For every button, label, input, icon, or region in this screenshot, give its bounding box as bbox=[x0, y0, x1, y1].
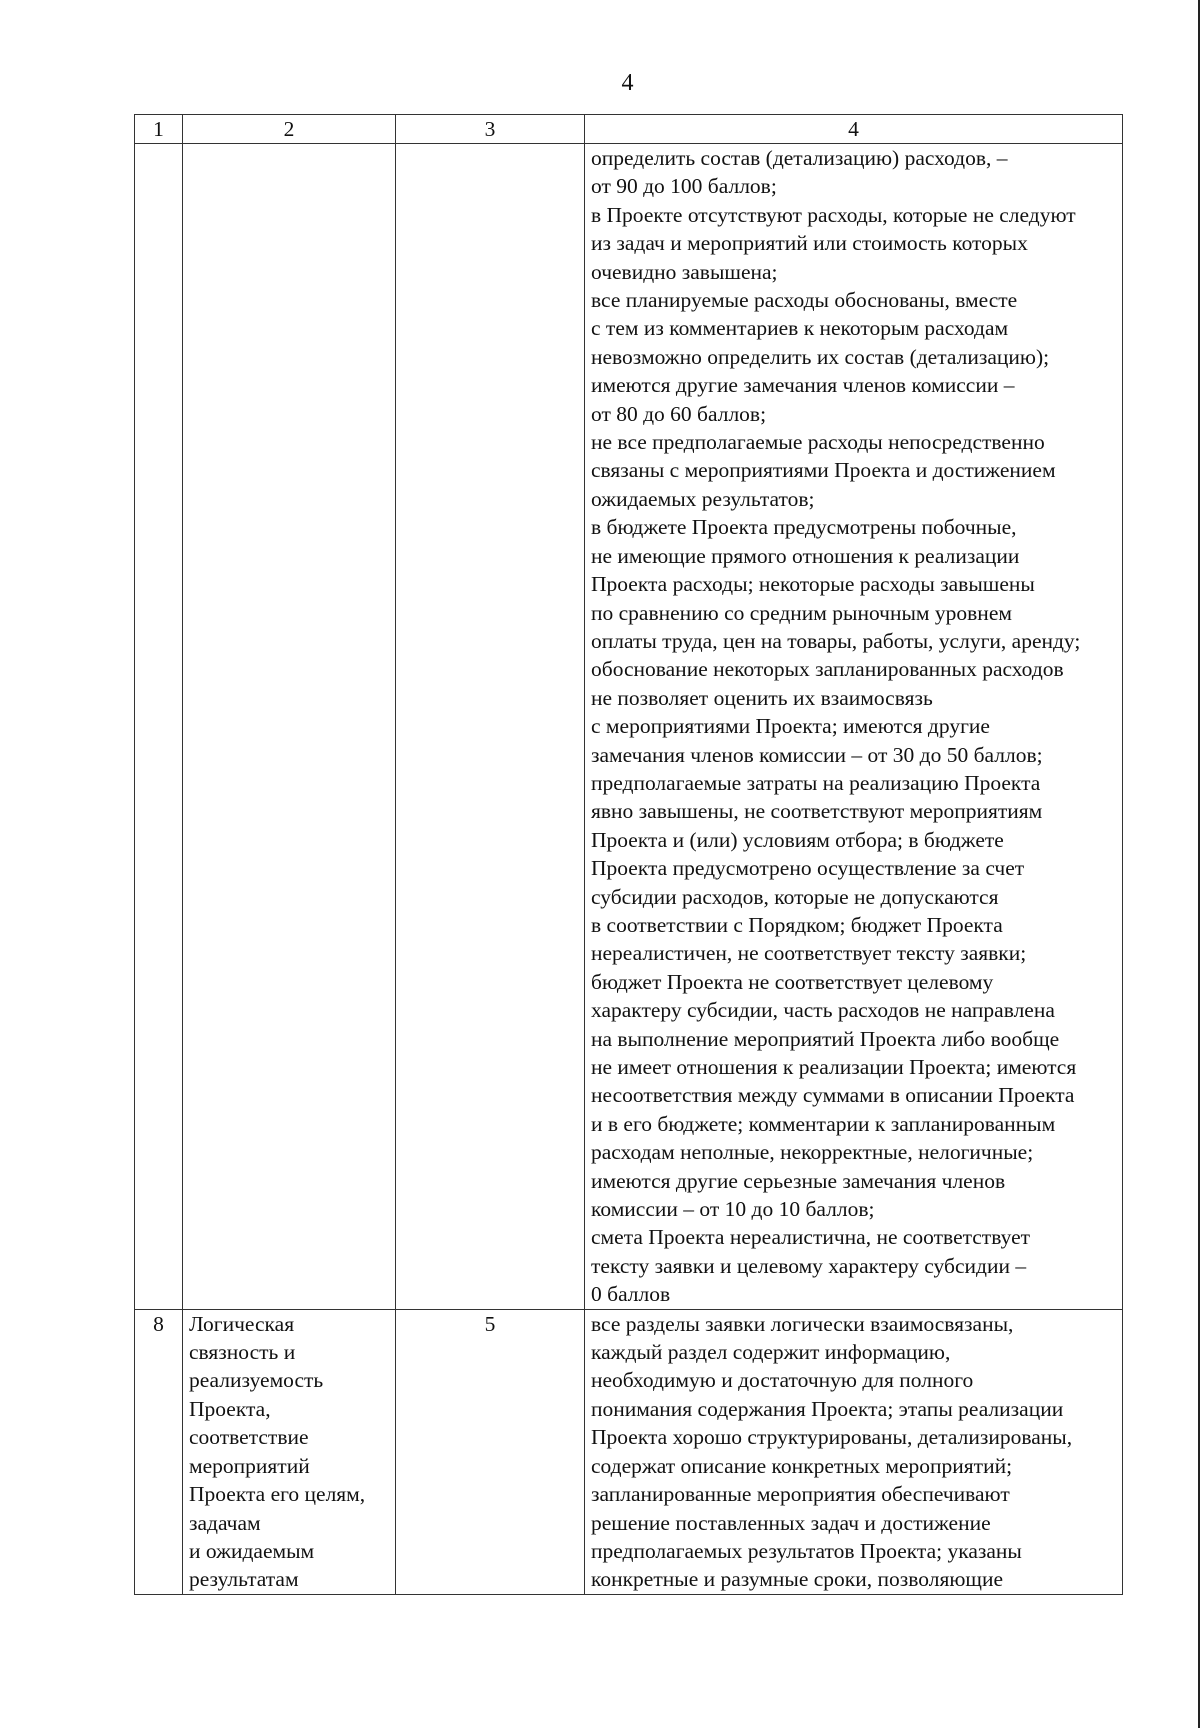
text-line: Проекта его целям, bbox=[189, 1482, 366, 1507]
text-line: конкретные и разумные сроки, позволяющие bbox=[591, 1567, 1004, 1592]
text-line: характеру субсидии, часть расходов не направлена bbox=[591, 998, 1055, 1023]
table-row-8 bbox=[135, 1309, 1123, 1594]
text-line: тексту заявки и целевому характеру субсидии – bbox=[591, 1253, 1027, 1278]
text-line: из задач и мероприятий или стоимость которых bbox=[591, 231, 1028, 256]
text-line: от 80 до 60 баллов; bbox=[591, 401, 767, 426]
text-line: несоответствия между суммами в описании Проекта bbox=[591, 1083, 1075, 1108]
text-line: очевидно завышена; bbox=[591, 259, 778, 284]
text-line: с мероприятиями Проекта; имеются другие bbox=[591, 714, 990, 739]
text-line: связаны с мероприятиями Проекта и достижением bbox=[591, 458, 1056, 483]
text-line: запланированные мероприятия обеспечивают bbox=[591, 1482, 1010, 1507]
header-col-1: 1 bbox=[135, 115, 183, 144]
text-line: имеются другие серьезные замечания членов bbox=[591, 1168, 1006, 1193]
text-line: решение поставленных задач и достижение bbox=[591, 1510, 991, 1535]
row-number-cell bbox=[135, 144, 183, 1310]
text-line: замечания членов комиссии – от 30 до 50 баллов; bbox=[591, 742, 1043, 767]
text-line: не все предполагаемые расходы непосредственно bbox=[591, 430, 1045, 455]
text-line: и в его бюджете; комментарии к запланированным bbox=[591, 1111, 1056, 1136]
text-line: на выполнение мероприятий Проекта либо вообще bbox=[591, 1026, 1060, 1051]
criterion-cell bbox=[183, 1309, 396, 1594]
text-line: задачам bbox=[189, 1510, 261, 1535]
text-line: соответствие bbox=[189, 1425, 309, 1450]
text-line: содержат описание конкретных мероприятий; bbox=[591, 1453, 1013, 1478]
text-line: Проекта, bbox=[189, 1396, 271, 1421]
text-line: каждый раздел содержит информацию, bbox=[591, 1340, 951, 1365]
text-line: Проекта хорошо структурированы, детализированы, bbox=[591, 1425, 1073, 1450]
text-line: расходам неполные, некорректные, нелогичные; bbox=[591, 1140, 1034, 1165]
text-line: мероприятий bbox=[189, 1453, 310, 1478]
text-line: связность и bbox=[189, 1340, 296, 1365]
max-score-cell: 5 bbox=[396, 1309, 585, 1594]
header-col-3: 3 bbox=[396, 115, 585, 144]
text-line: с тем из комментариев к некоторым расходам bbox=[591, 316, 1009, 341]
criteria-table bbox=[134, 114, 1123, 1595]
text-line: реализуемость bbox=[189, 1368, 324, 1393]
header-row bbox=[135, 115, 1123, 144]
text-line: комиссии – от 10 до 10 баллов; bbox=[591, 1197, 875, 1222]
header-col-4: 4 bbox=[585, 115, 1123, 144]
row-number-cell: 8 bbox=[135, 1309, 183, 1594]
text-line: результатам bbox=[189, 1567, 299, 1592]
text-line: нереалистичен, не соответствует тексту заявки; bbox=[591, 941, 1027, 966]
text-line: обоснование некоторых запланированных расходов bbox=[591, 657, 1064, 682]
text-line: Проекта предусмотрено осуществление за счет bbox=[591, 856, 1025, 881]
text-line: предполагаемых результатов Проекта; указаны bbox=[591, 1538, 1022, 1563]
text-line: субсидии расходов, которые не допускаются bbox=[591, 884, 999, 909]
text-line: необходимую и достаточную для полного bbox=[591, 1368, 974, 1393]
text-line: 0 баллов bbox=[591, 1282, 671, 1307]
text-line: в соответствии с Порядком; бюджет Проекта bbox=[591, 912, 1003, 937]
text-line: в бюджете Проекта предусмотрены побочные, bbox=[591, 515, 1017, 540]
criterion-cell bbox=[183, 144, 396, 1310]
max-score-cell bbox=[396, 144, 585, 1310]
header-col-2: 2 bbox=[183, 115, 396, 144]
text-line: и ожидаемым bbox=[189, 1538, 315, 1563]
text-line: Проекта и (или) условиям отбора; в бюджете bbox=[591, 827, 1004, 852]
text-line: Проекта расходы; некоторые расходы завышены bbox=[591, 572, 1035, 597]
text-line: невозможно определить их состав (детализацию); bbox=[591, 344, 1050, 369]
text-line: смета Проекта нереалистична, не соответствует bbox=[591, 1225, 1031, 1250]
text-line: ожидаемых результатов; bbox=[591, 486, 815, 511]
text-line: явно завышены, не соответствуют мероприятиям bbox=[591, 799, 1043, 824]
text-line: оплаты труда, цен на товары, работы, услуги, аренду; bbox=[591, 628, 1081, 653]
text-line: имеются другие замечания членов комиссии – bbox=[591, 373, 1015, 398]
text-line: все планируемые расходы обоснованы, вместе bbox=[591, 288, 1018, 313]
text-line: от 90 до 100 баллов; bbox=[591, 174, 777, 199]
text-line: понимания содержания Проекта; этапы реализации bbox=[591, 1396, 1064, 1421]
text-line: бюджет Проекта не соответствует целевому bbox=[591, 969, 994, 994]
description-cell bbox=[585, 1309, 1123, 1594]
table-row-continuation bbox=[135, 144, 1123, 1310]
text-line: не имеет отношения к реализации Проекта; имеются bbox=[591, 1055, 1077, 1079]
text-line: предполагаемые затраты на реализацию Проекта bbox=[591, 770, 1041, 795]
text-line: не имеющие прямого отношения к реализации bbox=[591, 543, 1020, 568]
text-line: все разделы заявки логически взаимосвязаны, bbox=[591, 1311, 1014, 1336]
page-number: 4 bbox=[621, 70, 634, 96]
text-line: Логическая bbox=[189, 1311, 295, 1336]
text-line: по сравнению со средним рыночным уровнем bbox=[591, 600, 1012, 625]
text-line: определить состав (детализацию) расходов, – bbox=[591, 146, 1008, 170]
text-line: не позволяет оценить их взаимосвязь bbox=[591, 685, 933, 710]
text-line: в Проекте отсутствуют расходы, которые не следуют bbox=[591, 202, 1076, 227]
description-cell bbox=[585, 144, 1123, 1310]
